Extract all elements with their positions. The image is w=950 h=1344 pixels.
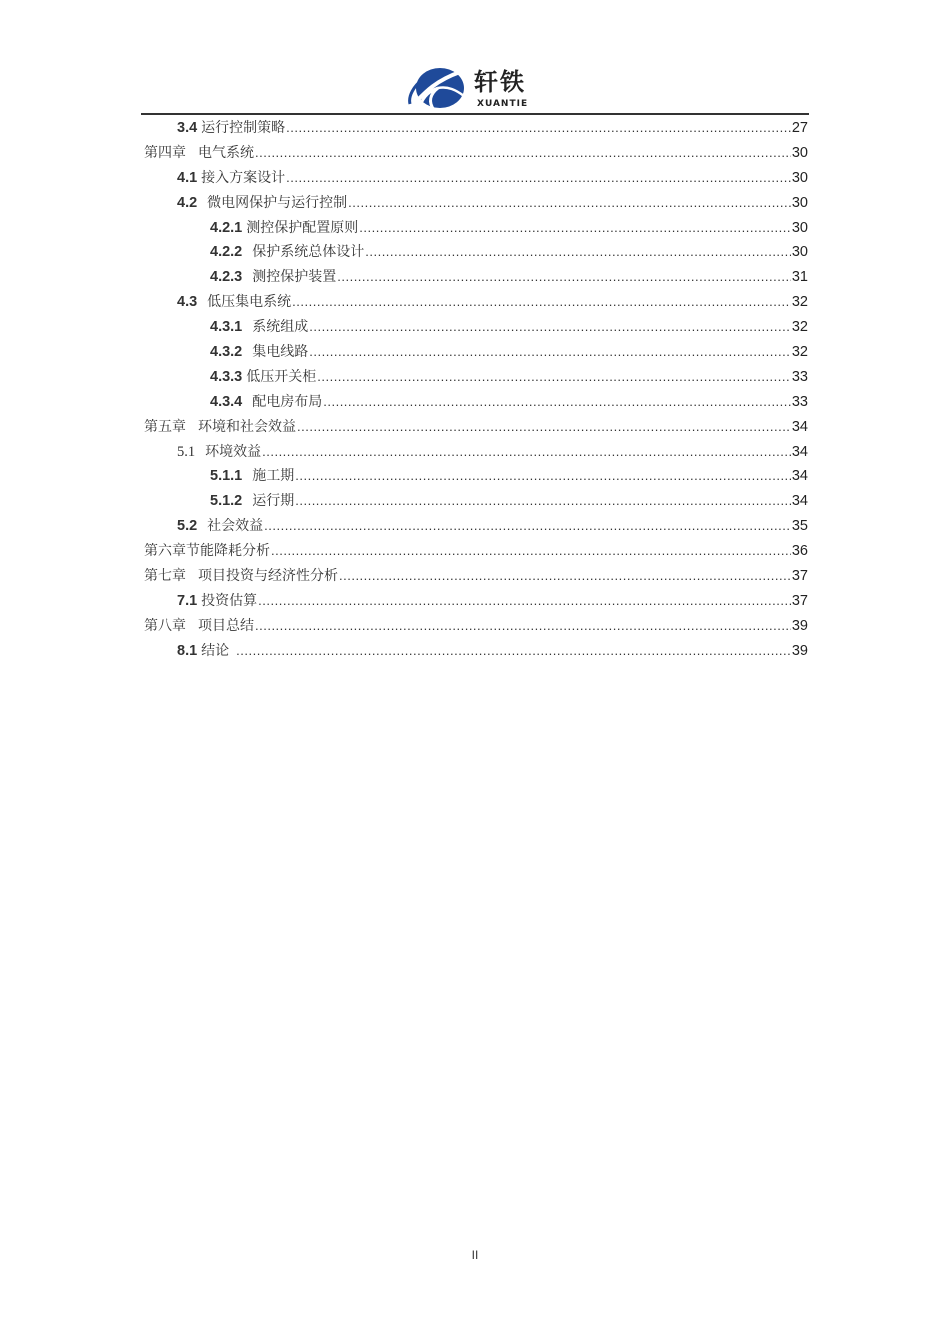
page-header xyxy=(0,0,950,116)
toc-entry[interactable] xyxy=(144,216,808,241)
toc-number: 4.2.2 xyxy=(210,244,243,261)
toc-number: 第四章 xyxy=(144,144,186,161)
dot-leader xyxy=(286,166,791,191)
toc-title: 节能降耗分析 xyxy=(186,543,270,560)
toc-number: 4.3 xyxy=(177,294,198,311)
toc-entry[interactable] xyxy=(144,514,808,539)
toc-title: 运行期 xyxy=(252,493,295,510)
toc-title: 结论 xyxy=(201,642,230,659)
company-logo xyxy=(408,66,548,112)
toc-number: 5.1.1 xyxy=(210,468,243,485)
toc-number: 4.3.4 xyxy=(210,393,243,410)
toc-title: 投资估算 xyxy=(201,592,258,609)
toc-title: 社会效益 xyxy=(207,518,264,535)
toc-entry[interactable] xyxy=(144,589,808,614)
toc-page: 37 xyxy=(791,568,808,585)
toc-page: 33 xyxy=(791,368,808,385)
toc-number: 4.3.3 xyxy=(210,368,243,385)
toc-number: 第八章 xyxy=(144,617,186,634)
dot-leader xyxy=(255,141,791,166)
toc-entry[interactable] xyxy=(144,539,808,564)
header-divider xyxy=(141,113,809,115)
toc-title: 测控保护配置原则 xyxy=(246,219,359,236)
toc-page: 30 xyxy=(791,169,808,186)
toc-page: 36 xyxy=(791,543,808,560)
toc-title: 低压开关柜 xyxy=(246,368,317,385)
toc-number: 4.2.3 xyxy=(210,269,243,286)
toc-entry[interactable] xyxy=(144,191,808,216)
dot-leader xyxy=(262,440,791,465)
toc-number: 第五章 xyxy=(144,418,186,435)
dot-leader xyxy=(286,116,791,141)
toc-number: 4.3.2 xyxy=(210,344,243,361)
dot-leader xyxy=(365,240,791,265)
toc-page: 34 xyxy=(791,493,808,510)
dot-leader xyxy=(295,464,791,489)
dot-leader xyxy=(348,191,791,216)
toc-title: 施工期 xyxy=(252,468,295,485)
toc-page: 32 xyxy=(791,319,808,336)
toc-number: 4.3.1 xyxy=(210,319,243,336)
toc-page: 34 xyxy=(791,418,808,435)
toc-number: 3.4 xyxy=(177,120,198,136)
toc-number: 5.1 xyxy=(177,443,196,460)
toc-page: 34 xyxy=(791,468,808,485)
toc-number: 7.1 xyxy=(177,592,198,609)
toc-entry[interactable] xyxy=(144,440,808,465)
toc-page: 30 xyxy=(791,244,808,261)
toc-number: 4.1 xyxy=(177,169,198,186)
toc-title: 保护系统总体设计 xyxy=(252,244,365,261)
dot-leader xyxy=(295,489,791,514)
toc-entry[interactable] xyxy=(144,415,808,440)
toc-page: 32 xyxy=(791,344,808,361)
logo-chinese-text: 轩铁 xyxy=(474,68,526,96)
dot-leader xyxy=(264,514,791,539)
dot-leader xyxy=(271,539,791,564)
toc-entry[interactable] xyxy=(144,564,808,589)
dot-leader xyxy=(258,589,791,614)
toc-number: 第六章 xyxy=(144,543,186,560)
toc-page: 35 xyxy=(791,518,808,535)
toc-entry[interactable] xyxy=(144,166,808,191)
dot-leader xyxy=(297,415,791,440)
toc-title: 环境和社会效益 xyxy=(198,418,296,435)
toc-title: 项目投资与经济性分析 xyxy=(198,568,338,585)
toc-page: 31 xyxy=(791,269,808,286)
toc-number: 5.1.2 xyxy=(210,493,243,510)
toc-number: 4.2.1 xyxy=(210,219,243,236)
toc-entry[interactable] xyxy=(144,240,808,265)
toc-page: 39 xyxy=(791,642,808,659)
table-of-contents xyxy=(144,116,808,664)
toc-entry[interactable] xyxy=(144,390,808,415)
toc-entry[interactable] xyxy=(144,340,808,365)
toc-title: 接入方案设计 xyxy=(201,169,286,186)
toc-title: 低压集电系统 xyxy=(207,294,292,311)
toc-entry[interactable] xyxy=(144,116,808,141)
toc-title: 配电房布局 xyxy=(252,393,323,410)
toc-title: 项目总结 xyxy=(198,617,254,634)
toc-title: 集电线路 xyxy=(252,344,309,361)
page-number: II xyxy=(471,1248,479,1262)
dot-leader xyxy=(236,639,791,664)
dot-leader xyxy=(323,390,791,415)
toc-title: 环境效益 xyxy=(205,443,262,460)
toc-number: 5.2 xyxy=(177,518,198,535)
dot-leader xyxy=(255,614,791,639)
dot-leader xyxy=(359,216,791,241)
toc-entry[interactable] xyxy=(144,315,808,340)
toc-entry[interactable] xyxy=(144,464,808,489)
dot-leader xyxy=(309,340,791,365)
toc-page: 33 xyxy=(791,393,808,410)
dot-leader xyxy=(317,365,791,390)
toc-number: 第七章 xyxy=(144,568,186,585)
dot-leader xyxy=(309,315,791,340)
toc-entry[interactable] xyxy=(144,265,808,290)
toc-page: 37 xyxy=(791,592,808,609)
logo-english-text: XUANTIE xyxy=(477,99,529,109)
toc-entry[interactable] xyxy=(144,365,808,390)
toc-page: 32 xyxy=(791,294,808,311)
toc-entry[interactable] xyxy=(144,614,808,639)
toc-page: 30 xyxy=(791,144,808,161)
toc-number: 8.1 xyxy=(177,642,198,659)
toc-number: 4.2 xyxy=(177,194,198,211)
toc-page: 30 xyxy=(791,219,808,236)
toc-page: 27 xyxy=(791,120,808,136)
toc-page: 30 xyxy=(791,194,808,211)
toc-title: 系统组成 xyxy=(252,319,309,336)
dot-leader xyxy=(292,290,791,315)
toc-entry[interactable] xyxy=(144,489,808,514)
toc-page: 34 xyxy=(791,443,808,460)
toc-title: 微电网保护与运行控制 xyxy=(207,194,348,211)
toc-entry[interactable] xyxy=(144,639,808,664)
logo-swoosh-icon xyxy=(408,66,466,112)
dot-leader xyxy=(339,564,791,589)
toc-entry[interactable] xyxy=(144,141,808,166)
toc-title: 运行控制策略 xyxy=(201,120,286,136)
toc-entry[interactable] xyxy=(144,290,808,315)
toc-page: 39 xyxy=(791,617,808,634)
toc-title: 测控保护装置 xyxy=(252,269,337,286)
dot-leader xyxy=(337,265,791,290)
toc-title: 电气系统 xyxy=(198,144,254,161)
